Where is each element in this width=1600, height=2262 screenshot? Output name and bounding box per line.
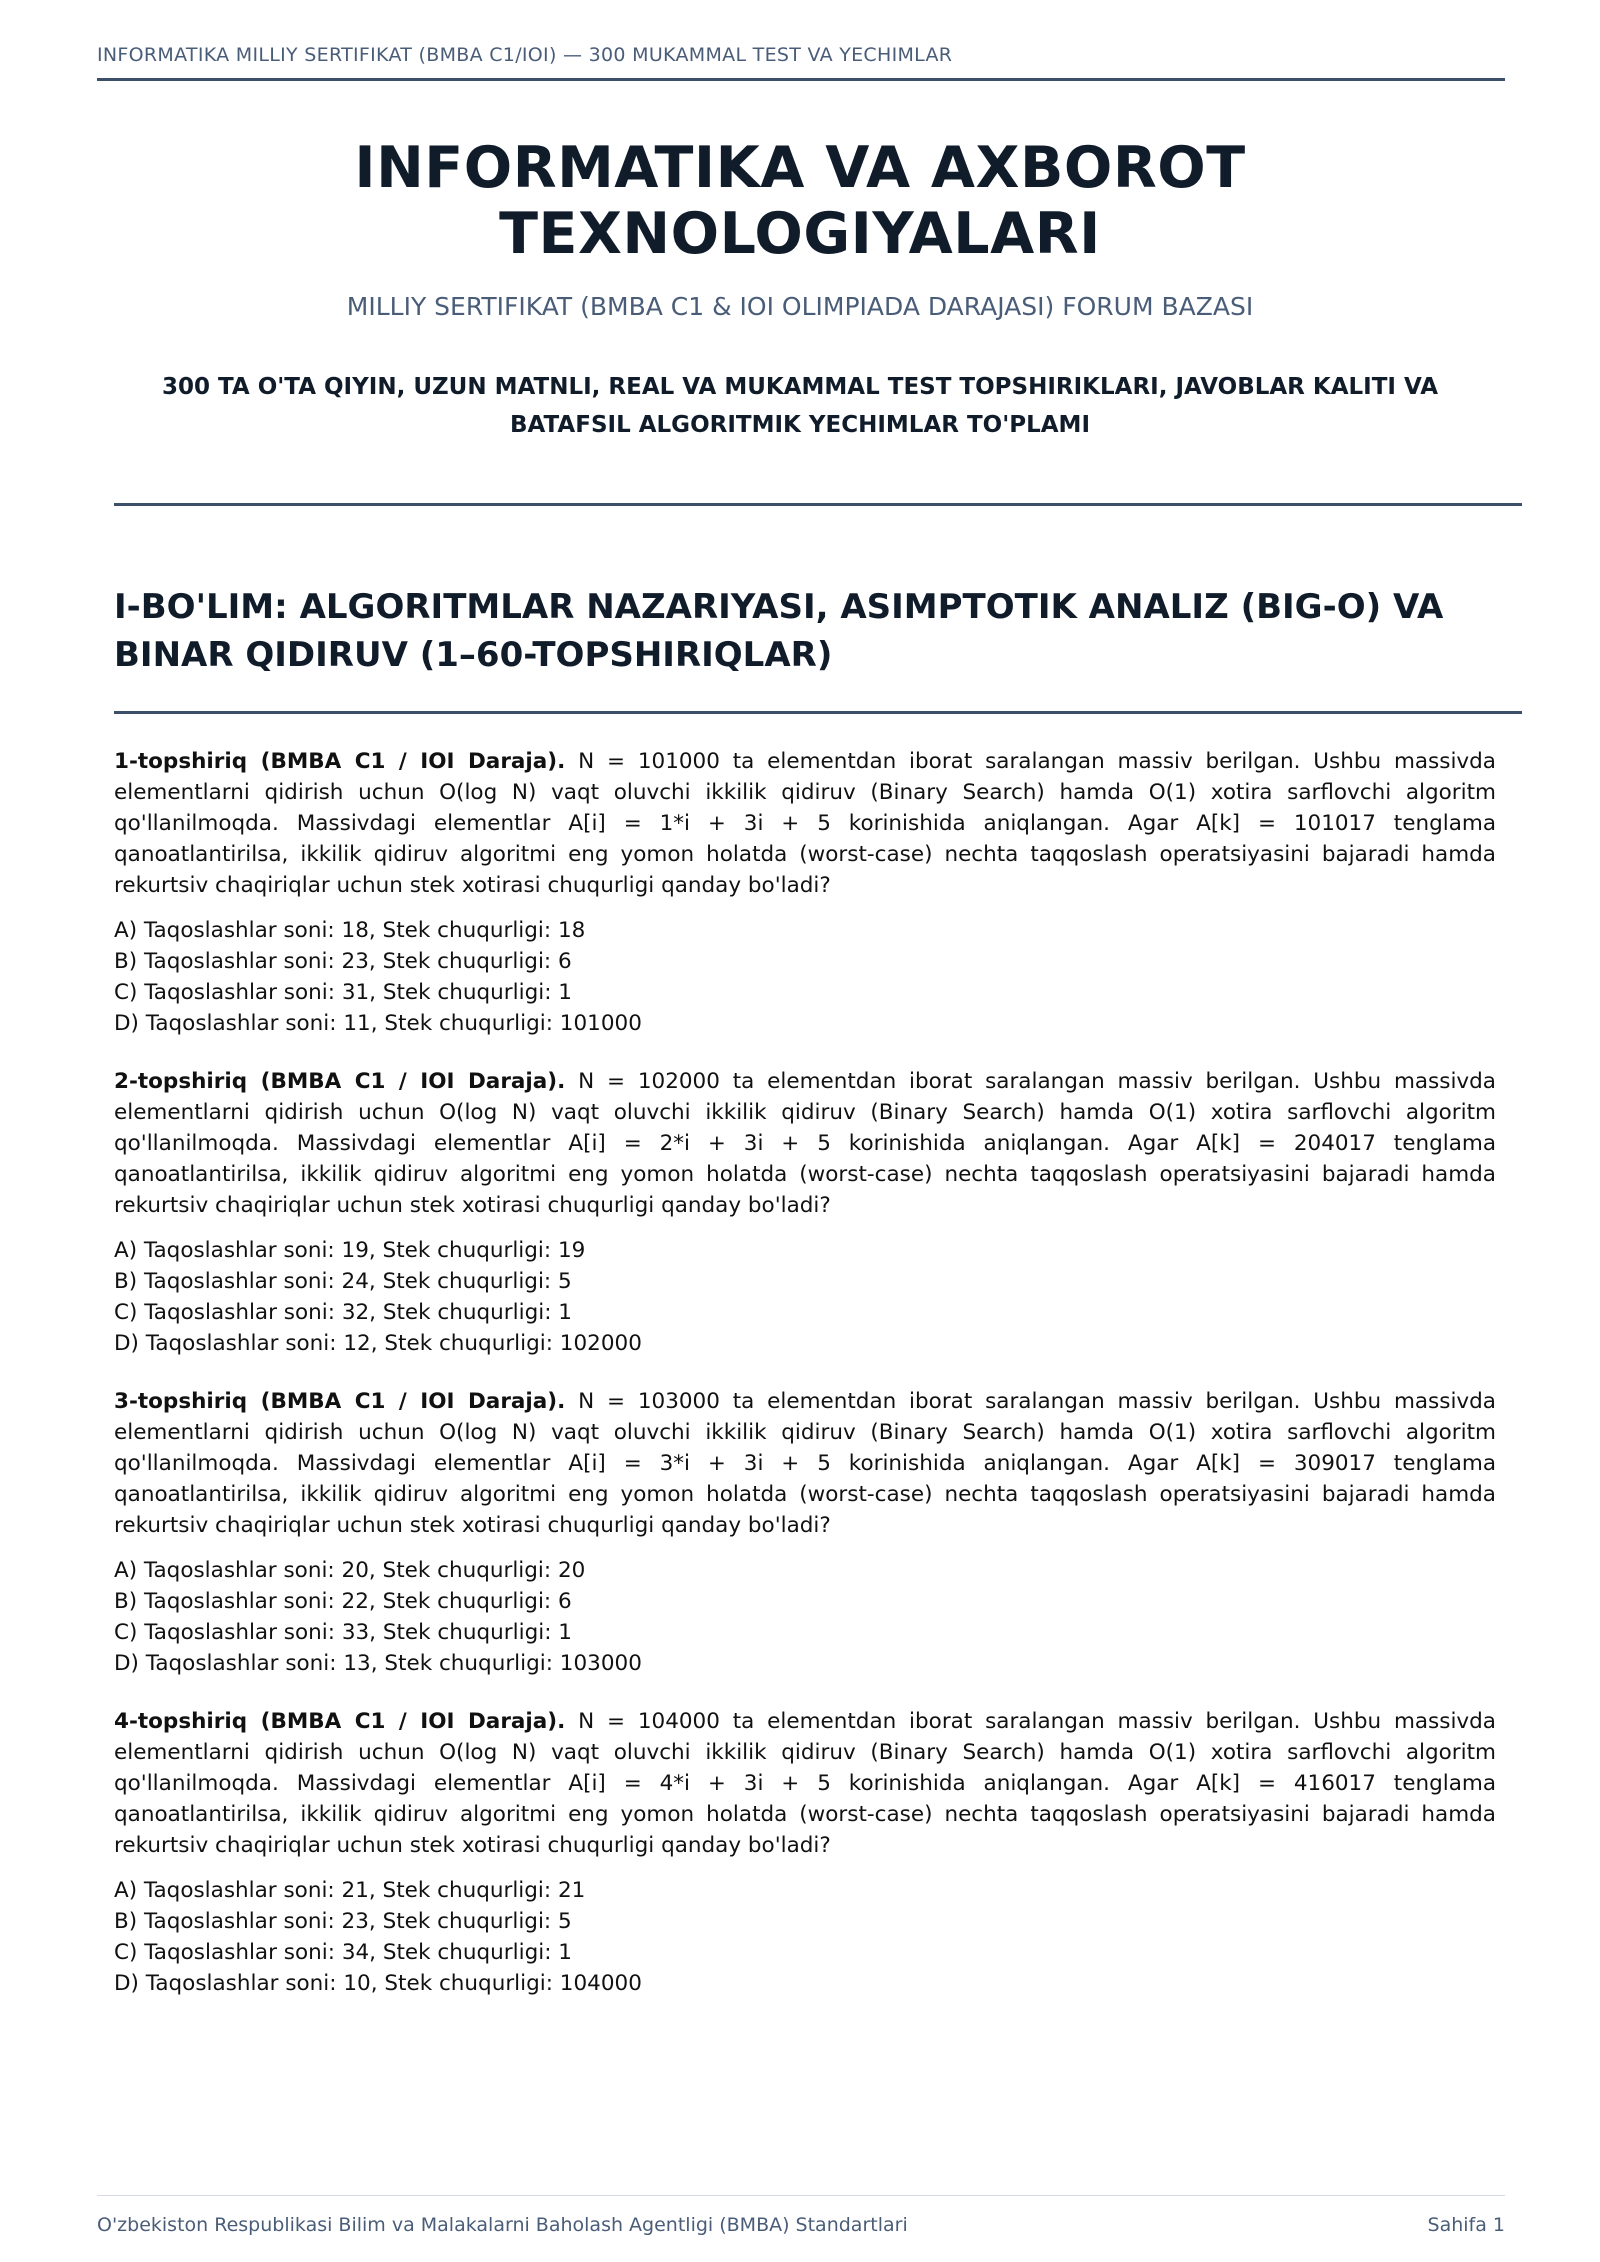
task-4-text: N = 104000 ta elementdan iborat saralangan massiv berilgan. Ushbu massivda elementlarni qidirish uchun O(log N) vaqt oluvchi ikkilik qidiruv (Binary Search) hamda O(1) xotira sarflovchi algoritm qo'llanilmoqda. Massivdagi elementlar A[i] = 4*i + 3i + 5 korinishida aniqlangan. Agar A[k] = 416017 tenglama qanoatlantirilsa, ikkilik qidiruv algoritmi eng yomon holatda (worst-case) nechta taqqoslash operatsiyasini bajaradi hamda rekurtsiv chaqiriqlar uchun stek xotirasi chuqurligi qanday bo'ladi? <box>114 1709 1496 1858</box>
task-3-label: 3-topshiriq (BMBA C1 / IOI Daraja). <box>114 1389 566 1414</box>
task-1-option-a: A) Taqoslashlar soni: 18, Stek chuqurligi: 18 <box>114 918 586 943</box>
task-2 <box>114 1066 1496 1359</box>
task-2-options <box>114 1235 1496 1359</box>
task-1-option-b: B) Taqoslashlar soni: 23, Stek chuqurligi: 6 <box>114 949 572 974</box>
task-2-option-d: D) Taqoslashlar soni: 12, Stek chuqurligi: 102000 <box>114 1331 642 1356</box>
task-1-text: N = 101000 ta elementdan iborat saralangan massiv berilgan. Ushbu massivda elementlarni qidirish uchun O(log N) vaqt oluvchi ikkilik qidiruv (Binary Search) hamda O(1) xotira sarflovchi algoritm qo'llanilmoqda. Massivdagi elementlar A[i] = 1*i + 3i + 5 korinishida aniqlangan. Agar A[k] = 101017 tenglama qanoatlantirilsa, ikkilik qidiruv algoritmi eng yomon holatda (worst-case) nechta taqqoslash operatsiyasini bajaradi hamda rekurtsiv chaqiriqlar uchun stek xotirasi chuqurligi qanday bo'ladi? <box>114 749 1496 898</box>
task-4-option-c: C) Taqoslashlar soni: 34, Stek chuqurligi: 1 <box>114 1940 572 1965</box>
section-heading: I-BO'LIM: ALGORITMLAR NAZARIYASI, ASIMPTOTIK ANALIZ (BIG-O) VA BINAR QIDIRUV (1–60-TOPSHIRIQLAR) <box>114 587 1444 675</box>
task-3-option-a: A) Taqoslashlar soni: 20, Stek chuqurligi: 20 <box>114 1558 586 1583</box>
document-subtitle: MILLIY SERTIFIKAT (BMBA C1 & IOI OLIMPIADA DARAJASI) FORUM BAZASI <box>346 292 1254 321</box>
task-1-options <box>114 915 1496 1039</box>
task-3-option-c: C) Taqoslashlar soni: 33, Stek chuqurligi: 1 <box>114 1620 572 1645</box>
footer-text: O'zbekiston Respublikasi Bilim va Malakalarni Baholash Agentligi (BMBA) Standartlari <box>97 2214 908 2236</box>
task-4-option-d: D) Taqoslashlar soni: 10, Stek chuqurligi: 104000 <box>114 1971 642 1996</box>
document-tagline: 300 TA O'TA QIYIN, UZUN MATNLI, REAL VA MUKAMMAL TEST TOPSHIRIKLARI, JAVOBLAR KALITI VA BATAFSIL ALGORITMIK YECHIMLAR TO'PLAMI <box>161 374 1439 438</box>
task-3-option-d: D) Taqoslashlar soni: 13, Stek chuqurligi: 103000 <box>114 1651 642 1676</box>
task-3-options <box>114 1555 1496 1679</box>
task-2-label: 2-topshiriq (BMBA C1 / IOI Daraja). <box>114 1069 566 1094</box>
task-2-option-c: C) Taqoslashlar soni: 32, Stek chuqurligi: 1 <box>114 1300 572 1325</box>
task-2-option-b: B) Taqoslashlar soni: 24, Stek chuqurligi: 5 <box>114 1269 572 1294</box>
page-number: Sahifa 1 <box>1427 2214 1505 2236</box>
document-title <box>0 135 1600 267</box>
section-divider <box>114 711 1522 714</box>
task-4 <box>114 1706 1496 1999</box>
task-4-label: 4-topshiriq (BMBA C1 / IOI Daraja). <box>114 1709 566 1734</box>
task-3-option-b: B) Taqoslashlar soni: 22, Stek chuqurligi: 6 <box>114 1589 572 1614</box>
header-divider <box>97 78 1505 81</box>
task-2-option-a: A) Taqoslashlar soni: 19, Stek chuqurligi: 19 <box>114 1238 586 1263</box>
task-1-question <box>114 746 1496 901</box>
running-header: INFORMATIKA MILLIY SERTIFIKAT (BMBA C1/IOI) — 300 MUKAMMAL TEST VA YECHIMLAR <box>97 44 953 66</box>
task-1-option-c: C) Taqoslashlar soni: 31, Stek chuqurligi: 1 <box>114 980 572 1005</box>
task-2-text: N = 102000 ta elementdan iborat saralangan massiv berilgan. Ushbu massivda elementlarni qidirish uchun O(log N) vaqt oluvchi ikkilik qidiruv (Binary Search) hamda O(1) xotira sarflovchi algoritm qo'llanilmoqda. Massivdagi elementlar A[i] = 2*i + 3i + 5 korinishida aniqlangan. Agar A[k] = 204017 tenglama qanoatlantirilsa, ikkilik qidiruv algoritmi eng yomon holatda (worst-case) nechta taqqoslash operatsiyasini bajaradi hamda rekurtsiv chaqiriqlar uchun stek xotirasi chuqurligi qanday bo'ladi? <box>114 1069 1496 1218</box>
document-title-line-1: INFORMATIKA VA AXBOROT <box>354 135 1246 201</box>
task-3-question <box>114 1386 1496 1541</box>
document-title-line-2: TEXNOLOGIYALARI <box>499 201 1101 267</box>
task-3-text: N = 103000 ta elementdan iborat saralangan massiv berilgan. Ushbu massivda elementlarni qidirish uchun O(log N) vaqt oluvchi ikkilik qidiruv (Binary Search) hamda O(1) xotira sarflovchi algoritm qo'llanilmoqda. Massivdagi elementlar A[i] = 3*i + 3i + 5 korinishida aniqlangan. Agar A[k] = 309017 tenglama qanoatlantirilsa, ikkilik qidiruv algoritmi eng yomon holatda (worst-case) nechta taqqoslash operatsiyasini bajaradi hamda rekurtsiv chaqiriqlar uchun stek xotirasi chuqurligi qanday bo'ladi? <box>114 1389 1496 1538</box>
task-4-options <box>114 1875 1496 1999</box>
task-1 <box>114 746 1496 1039</box>
task-4-question <box>114 1706 1496 1861</box>
task-4-option-a: A) Taqoslashlar soni: 21, Stek chuqurligi: 21 <box>114 1878 586 1903</box>
title-divider <box>114 503 1522 506</box>
task-1-label: 1-topshiriq (BMBA C1 / IOI Daraja). <box>114 749 566 774</box>
task-2-question <box>114 1066 1496 1221</box>
task-3 <box>114 1386 1496 1679</box>
footer-divider <box>97 2195 1505 2196</box>
task-4-option-b: B) Taqoslashlar soni: 23, Stek chuqurligi: 5 <box>114 1909 572 1934</box>
task-1-option-d: D) Taqoslashlar soni: 11, Stek chuqurligi: 101000 <box>114 1011 642 1036</box>
